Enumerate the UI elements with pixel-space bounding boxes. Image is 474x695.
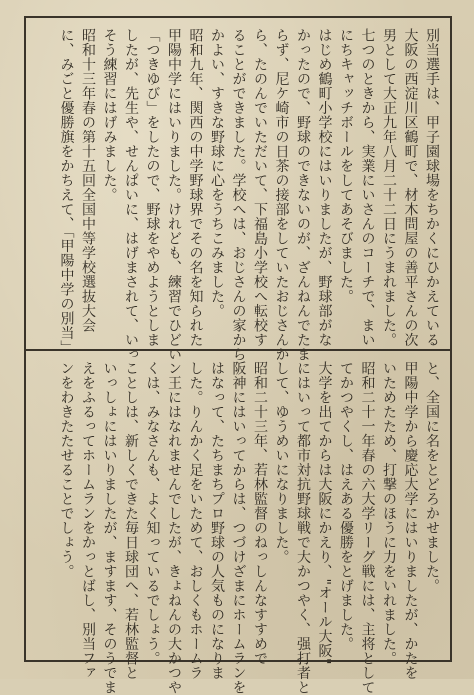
text-line: はなって、たちまちプロ野球の人気ものになりま xyxy=(209,361,225,680)
text-line: いっしょにはいりましたが、ますます、そのうでま xyxy=(101,361,118,695)
text-line: てかつやくし、はえある優勝をとげました。 xyxy=(338,361,354,651)
text-line: いためたため、打撃のほうに力をいれました。 xyxy=(381,361,397,666)
text-line: 大阪の西淀川区鶴町で、材木問屋の善平さんの次 xyxy=(402,28,419,347)
text-line: 甲陽中学から慶応大学にはいりましたが、かたを xyxy=(402,361,419,680)
text-line: と、全国に名をとどろかせました。 xyxy=(424,361,440,593)
text-line: 「つきゆび」をしたので、野球をやめようとしま xyxy=(144,28,161,347)
lower-vertical-text xyxy=(55,361,442,695)
text-line: ることができました。学校へは、おじさんの家から xyxy=(230,28,247,362)
text-line: に、みごと優勝旗をかちえて、「甲陽中学の別当」 xyxy=(58,28,75,355)
text-line: 大学を出てからは大阪にかえり、"オール大阪" xyxy=(316,361,333,665)
text-line: かったので、野球のできないのが、ざんねんでたま xyxy=(295,28,311,362)
upper-text-block xyxy=(26,18,450,362)
text-line: らず、尼ケ崎市の日茶の接部をしていたおじさんか xyxy=(273,28,290,362)
upper-vertical-text xyxy=(55,28,442,362)
text-line: にはいって都市対抗野球戦で大かつやく、强打者と xyxy=(295,361,311,695)
text-line: 昭和十三年春の第十五回全国中等学校選抜大会 xyxy=(80,28,96,333)
text-line: 昭和二十三年、若林監督のねっしんなすすめで xyxy=(252,361,268,666)
text-line: えをふるってホームランをかっとばし、別当ファ xyxy=(80,361,96,680)
text-line: ンをわきたたせることでしょう。 xyxy=(58,361,75,579)
text-line: ことしは、新しくできた毎日球団へ、若林監督と xyxy=(123,361,139,680)
text-line: かよい、すきな野球に心をうちこみました。 xyxy=(209,28,225,318)
text-line: 男として大正九年八月二十二日にうまれました。 xyxy=(381,28,397,347)
text-line: したが、先生や、せんぱいに、はげまされて、いっ xyxy=(123,28,139,362)
lower-text-block xyxy=(26,351,450,695)
text-line: 別当選手は、甲子園球場をちかくにひかえている xyxy=(424,28,440,347)
text-line: 甲陽中学にはいりました。けれども、練習でひどい xyxy=(166,28,182,362)
text-line: して、ゆうめいになりました。 xyxy=(273,361,290,564)
text-line: にちキャッチボールをしてあそびました。 xyxy=(338,28,354,304)
text-line: くは、みなさんも、よく知っているでしょう。 xyxy=(144,361,161,666)
text-line: ら、たのんでいただいて、下福島小学校へ転校す xyxy=(252,28,268,347)
text-line: はじめ鶴町小学校にはいりましたが、野球部がな xyxy=(316,28,333,347)
text-line: した。りんかく足をいためて、おしくもホームラ xyxy=(187,361,204,680)
text-line: 阪神にはいってからは、つづけざまにホームランを xyxy=(230,361,247,695)
text-line: 昭和二十一年春の六大学リーグ戦には、主将として xyxy=(359,361,376,695)
text-line: ン王にはなれませんでしたが、きょねんの大かつや xyxy=(166,361,182,695)
text-line: 七つのときから、実業にいさんのコーチで、まい xyxy=(359,28,376,347)
text-line: そう練習にはげみました。 xyxy=(101,28,118,202)
text-line: 昭和九年、関西の中学野球界でその名を知られた xyxy=(187,28,204,347)
text-frame xyxy=(24,16,452,695)
